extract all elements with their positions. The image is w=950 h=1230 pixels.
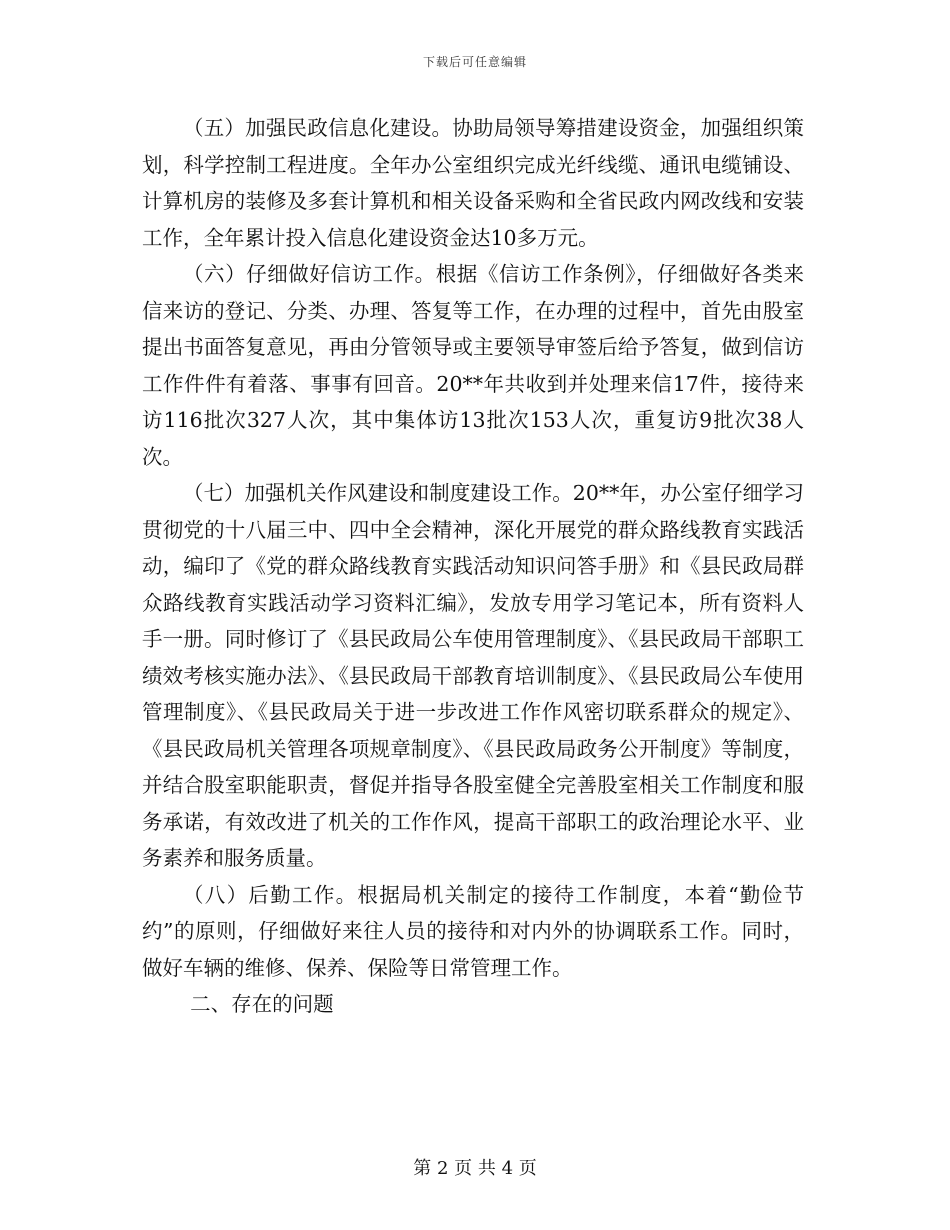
paragraph-information-construction: （五）加强民政信息化建设。协助局领导筹措建设资金，加强组织策划，科学控制工程进度。全年办公室组织完成光纤线缆、通讯电缆铺设、计算机房的装修及多套计算机和相关设备采购和全省民政内网改线和安装工作，全年累计投入信息化建设资金达10多万元。	[142, 116, 804, 250]
paragraph-work-style-construction: （七）加强机关作风建设和制度建设工作。20**年，办公室仔细学习贯彻党的十八届三中、四中全会精神，深化开展党的群众路线教育实践活动，编印了《党的群众路线教育实践活动知识问答手册》和《县民政局群众路线教育实践活动学习资料汇编》，发放专用学习笔记本，所有资料人手一册。同时修订了《县民政局公车使用管理制度》、《县民政局干部职工绩效考核实施办法》、《县民政局干部教育培训制度》、《县民政局公车使用管理制度》、《县民政局关于进一步改进工作作风密切联系群众的规定》、《县民政局机关管理各项规章制度》、《县民政局政务公开制度》等制度，并结合股室职能职责，督促并指导各股室健全完善股室相关工作制度和服务承诺，有效改进了机关的工作作风，提高干部职工的政治理论水平、业务素养和服务质量。	[142, 481, 804, 870]
page-number-footer: 第 2 页 共 4 页	[413, 1158, 537, 1179]
paragraph-logistics-work: （八）后勤工作。根据局机关制定的接待工作制度，本着“勤俭节约”的原则，仔细做好来往人员的接待和对内外的协调联系工作。同时，做好车辆的维修、保养、保险等日常管理工作。	[142, 882, 804, 980]
page-header-note: 下载后可任意编辑	[422, 55, 527, 69]
section-heading-existing-problems: 二、存在的问题	[190, 992, 334, 1016]
paragraph-petition-work: （六）仔细做好信访工作。根据《信访工作条例》，仔细做好各类来信来访的登记、分类、办理、答复等工作，在办理的过程中，首先由股室提出书面答复意见，再由分管领导或主要领导审签后给予答复，做到信访工作件件有着落、事事有回音。20**年共收到并处理来信17件，接待来访116批次327人次，其中集体访13批次153人次，重复访9批次38人次。	[142, 262, 804, 469]
document-body	[142, 110, 804, 1023]
